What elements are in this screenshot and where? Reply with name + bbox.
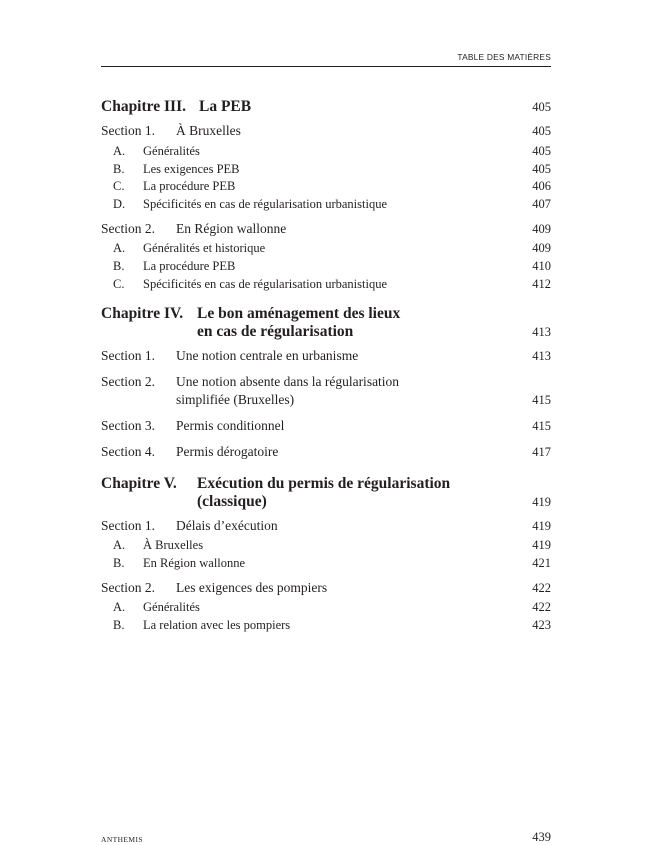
chapter-title: La PEB [199, 98, 252, 115]
page-number: 419 [532, 538, 551, 552]
section-label: Section 2. [101, 374, 155, 389]
sub-title: La relation avec les pompiers [143, 618, 291, 632]
chapter-title-continued: (classique) [197, 493, 267, 510]
footer-publisher: ANTHEMIS [101, 835, 143, 844]
sub-label: A. [113, 144, 126, 158]
page-number: 413 [532, 325, 551, 339]
sub-label: A. [113, 538, 126, 552]
section-label: Section 1. [101, 123, 155, 138]
sub-label: D. [113, 197, 126, 211]
page-number: 421 [532, 556, 551, 570]
section-label: Section 2. [101, 221, 155, 236]
running-head: TABLE DES MATIÈRES [457, 52, 551, 62]
sub-label: C. [113, 277, 125, 291]
section-title: Les exigences des pompiers [176, 580, 328, 595]
sub-title: Généralités [143, 144, 200, 158]
page-number: 423 [532, 618, 551, 632]
page-number: 409 [532, 241, 551, 255]
page-number: 406 [532, 179, 551, 193]
section-label: Section 1. [101, 518, 155, 533]
section-title: Permis dérogatoire [176, 444, 279, 459]
section-title: Une notion absente dans la régularisation [176, 374, 400, 389]
page-number: 422 [532, 600, 551, 614]
chapter-title: Le bon aménagement des lieux [197, 305, 401, 322]
section-title: En Région wallonne [176, 221, 287, 236]
page-number: 415 [532, 393, 551, 407]
sub-label: B. [113, 618, 125, 632]
section-label: Section 4. [101, 444, 155, 459]
chapter-label: Chapitre V. [101, 475, 177, 492]
chapter-title-continued: en cas de régularisation [197, 323, 354, 340]
page-number: 405 [532, 162, 551, 176]
sub-label: B. [113, 259, 125, 273]
sub-title: Généralités et historique [143, 241, 266, 255]
sub-title: La procédure PEB [143, 179, 236, 193]
page-number: 409 [532, 222, 551, 236]
page-number: 422 [532, 581, 551, 595]
sub-label: C. [113, 179, 125, 193]
section-title: Une notion centrale en urbanisme [176, 348, 359, 363]
section-title: Permis conditionnel [176, 418, 285, 433]
table-of-contents [101, 0, 551, 845]
sub-label: A. [113, 600, 126, 614]
page-number: 417 [532, 445, 551, 459]
chapter-title: Exécution du permis de régularisation [197, 475, 451, 492]
sub-title: Spécificités en cas de régularisation urbanistique [143, 277, 388, 291]
page-number: 405 [532, 124, 551, 138]
section-title: Délais d’exécution [176, 518, 278, 533]
section-label: Section 2. [101, 580, 155, 595]
page-number: 413 [532, 349, 551, 363]
sub-title: Généralités [143, 600, 200, 614]
page-number: 410 [532, 259, 551, 273]
page-number: 405 [532, 100, 551, 114]
sub-label: B. [113, 556, 125, 570]
chapter-label: Chapitre III. [101, 98, 186, 115]
section-label: Section 1. [101, 348, 155, 363]
page-number: 415 [532, 419, 551, 433]
sub-title: En Région wallonne [143, 556, 246, 570]
sub-title: La procédure PEB [143, 259, 236, 273]
footer-page-number: 439 [532, 830, 551, 844]
page-number: 407 [532, 197, 551, 211]
sub-label: A. [113, 241, 126, 255]
sub-title: Spécificités en cas de régularisation urbanistique [143, 197, 388, 211]
sub-title: Les exigences PEB [143, 162, 240, 176]
page-number: 405 [532, 144, 551, 158]
page-number: 419 [532, 495, 551, 509]
chapter-label: Chapitre IV. [101, 305, 184, 322]
section-label: Section 3. [101, 418, 155, 433]
section-title-continued: simplifiée (Bruxelles) [176, 392, 295, 407]
page-number: 412 [532, 277, 551, 291]
section-title: À Bruxelles [176, 123, 241, 138]
page-number: 419 [532, 519, 551, 533]
sub-title: À Bruxelles [143, 538, 204, 552]
sub-label: B. [113, 162, 125, 176]
